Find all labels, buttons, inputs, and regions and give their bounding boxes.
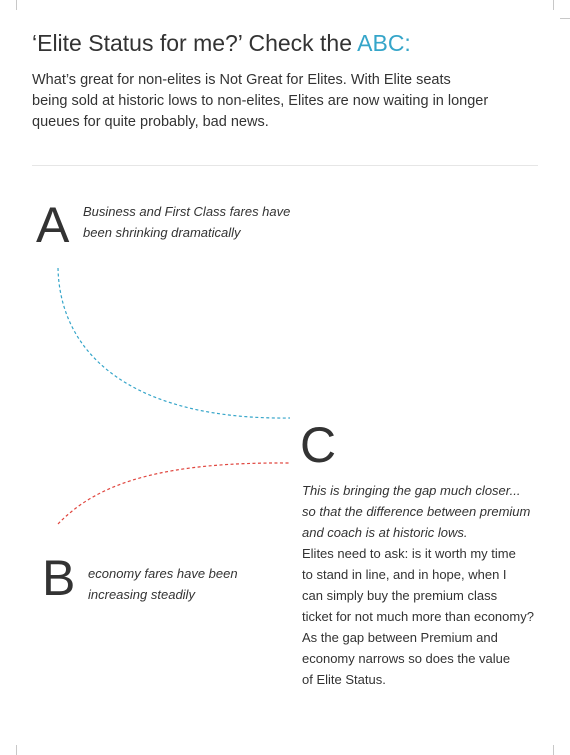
conclusion-line: As the gap between Premium and — [302, 630, 498, 645]
conclusion-text — [302, 543, 534, 690]
title-text: ‘Elite Status for me?’ Check the — [32, 30, 358, 56]
point-c-note-line: and coach is at historic lows. — [302, 525, 468, 540]
point-c-letter: C — [300, 417, 337, 473]
conclusion-line: ticket for not much more than economy? — [302, 609, 534, 624]
b-curve — [58, 463, 290, 524]
point-b-note-line: increasing steadily — [88, 587, 195, 602]
point-a-letter: A — [36, 197, 70, 253]
a-curve — [58, 268, 290, 418]
intro-line: What’s great for non-elites is Not Great for Elites. With Elite seats — [32, 72, 451, 88]
conclusion-line: economy narrows so does the value — [302, 651, 511, 666]
point-c-note-line: so that the difference between premium — [302, 504, 531, 519]
point-b-note-line: economy fares have been — [88, 566, 238, 581]
conclusion-line: of Elite Status. — [302, 672, 386, 687]
conclusion-line: can simply buy the premium class — [302, 588, 498, 603]
conclusion-line: Elites need to ask: is it worth my time — [302, 546, 516, 561]
intro-line: being sold at historic lows to non-elites, Elites are now waiting in longer — [32, 93, 489, 109]
point-a-note — [83, 201, 290, 243]
point-b-letter: B — [42, 550, 76, 606]
conclusion-line: to stand in line, and in hope, when I — [302, 567, 507, 582]
point-a-note-line: been shrinking dramatically — [83, 225, 241, 240]
point-b-note — [88, 563, 238, 605]
point-c-note — [302, 480, 530, 543]
title-accent: ABC: — [357, 30, 411, 56]
point-c-note-line: This is bringing the gap much closer... — [302, 483, 521, 498]
intro-line: queues for quite probably, bad news. — [32, 114, 269, 130]
point-a-note-line: Business and First Class fares have — [83, 204, 291, 219]
